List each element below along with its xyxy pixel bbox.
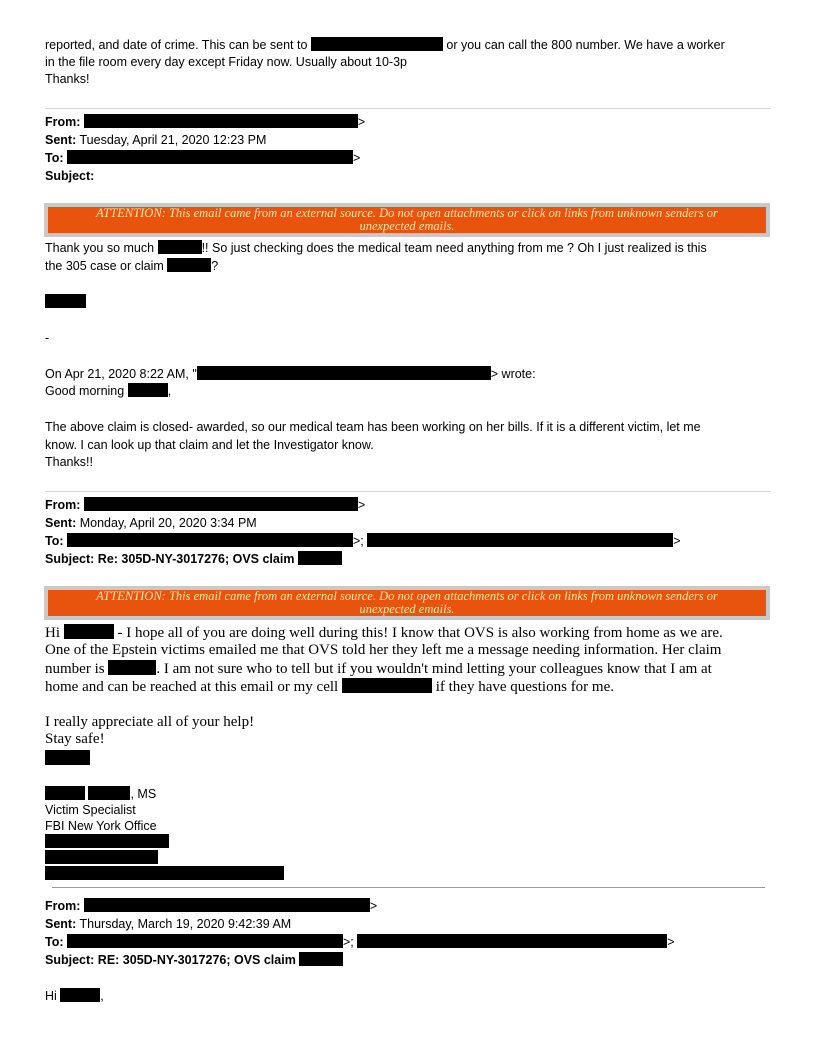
separator [45,491,771,492]
body-line: Stay safe! [45,731,105,747]
header-sent: Sent: Thursday, March 19, 2020 9:42:39 AM [45,917,292,931]
redaction-bar [357,934,667,948]
header-subject: Subject: Re: 305D-NY-3017276; OVS claim [45,551,342,567]
signature-redacted [45,866,284,882]
external-email-banner: ATTENTION: This email came from an external source. Do not open attachments or click on links from unknown senders or unexpected emails. [44,203,770,237]
redacted-signature [45,294,86,310]
body-line: I really appreciate all of your help! [45,714,255,730]
redaction-bar [88,786,130,800]
redaction-bar [84,114,358,128]
body-line: Thanks!! [45,455,93,469]
header-to: To: >; > [45,935,675,949]
redaction-bar [367,533,673,547]
body-line: home and can be reached at this email or my cell if they have questions for me. [45,679,615,695]
header-sent: Sent: Tuesday, April 21, 2020 12:23 PM [45,133,267,147]
signature-redacted [45,850,158,866]
signature-office: FBI New York Office [45,819,157,833]
external-email-banner: ATTENTION: This email came from an external source. Do not open attachments or click on links from unknown senders or unexpected emails. [44,586,770,620]
redaction-bar [84,497,358,511]
header-subject: Subject: RE: 305D-NY-3017276; OVS claim [45,952,343,968]
body-line: know. I can look up that claim and let the Investigator know. [45,438,374,452]
body-line: Hi - I hope all of you are doing well during this! I know that OVS is also working from home as we are. [45,625,723,641]
redaction-bar [45,866,284,880]
redaction-bar [60,988,100,1002]
body-line: Thanks! [45,72,90,86]
header-from: From: > [45,498,366,512]
body-line: Good morning , [45,384,172,398]
separator [45,108,771,109]
body-line: in the file room every day except Friday now. Usually about 10-3p [45,55,407,69]
header-from: From: > [45,115,366,129]
redaction-bar [67,533,353,547]
redaction-bar [158,240,202,254]
body-line: reported, and date of crime. This can be sent to or you can call the 800 number. We have a worker [45,38,725,52]
redaction-bar [197,366,491,380]
redaction-bar [67,150,353,164]
redaction-bar [45,294,86,308]
quote-header: On Apr 21, 2020 8:22 AM, " > wrote: [45,367,536,381]
redaction-bar [45,834,169,848]
body-line: number is . I am not sure who to tell but if you wouldn't mind letting your colleagues know that I am at [45,661,712,677]
redaction-bar [45,786,85,800]
redaction-bar [45,750,90,765]
redaction-bar [128,383,168,397]
redaction-bar [298,551,342,565]
redacted-signature [45,750,90,766]
redaction-bar [108,660,156,675]
redaction-bar [64,624,114,639]
header-sent: Sent: Monday, April 20, 2020 3:34 PM [45,516,257,530]
body-line: - [45,331,50,345]
header-to: To: >; > [45,534,681,548]
redaction-bar [311,37,443,51]
redaction-bar [299,952,343,966]
signature-redacted [45,834,169,850]
body-line: Hi , [45,989,104,1003]
body-line: The above claim is closed- awarded, so our medical team has been working on her bills. If it is a different victim, let me [45,420,701,434]
signature-name: , MS [45,786,156,802]
redaction-bar [67,934,343,948]
header-subject: Subject: [45,169,95,183]
body-line: the 305 case or claim ? [45,259,219,273]
body-line: One of the Epstein victims emailed me that OVS told her they left me a message needing information. Her claim [45,642,722,658]
header-from: From: > [45,899,378,913]
header-to: To: > [45,151,361,165]
redaction-bar [342,678,432,693]
separator [52,887,765,888]
body-line: Thank you so much !! So just checking does the medical team need anything from me ? Oh I just realized is this [45,241,707,255]
redaction-bar [45,850,158,864]
redaction-bar [84,898,370,912]
redaction-bar [167,258,211,272]
signature-title: Victim Specialist [45,803,136,817]
